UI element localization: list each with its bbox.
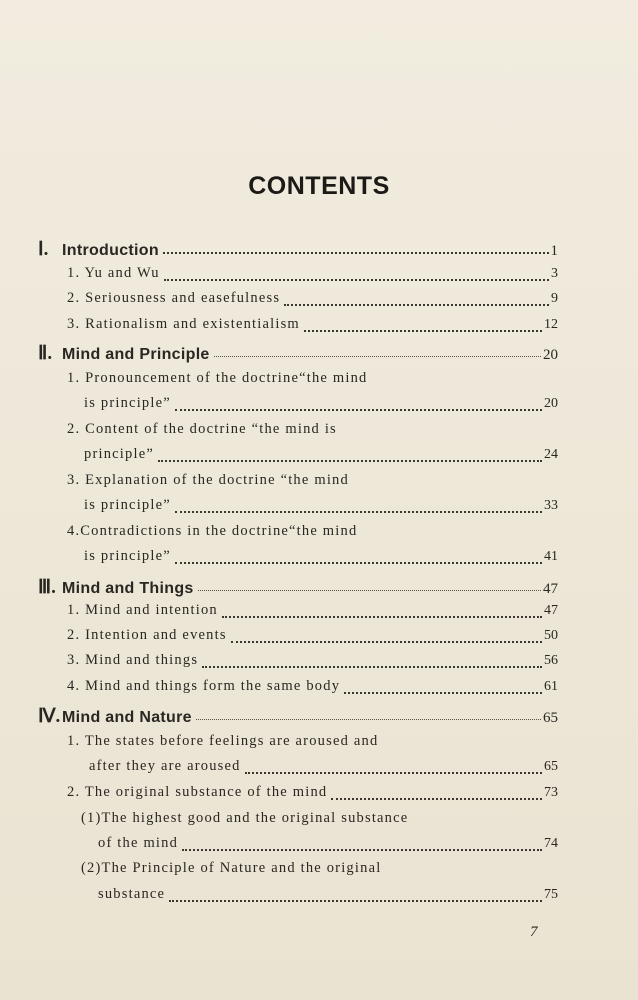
- toc-entry[interactable]: [0, 652, 638, 676]
- page-ref: 20: [544, 396, 558, 411]
- page-ref: 56: [544, 653, 558, 668]
- page-ref: 9: [551, 291, 558, 306]
- toc-entry[interactable]: [0, 602, 638, 626]
- entry-label: 1. Yu and Wu: [67, 265, 160, 281]
- page-ref: 33: [544, 498, 558, 513]
- dot-leader: [175, 561, 542, 564]
- toc-entry-line[interactable]: [0, 370, 638, 394]
- dot-leader: [198, 589, 541, 591]
- dot-leader: [163, 251, 549, 254]
- dot-leader: [202, 665, 542, 668]
- section-label: Mind and Principle: [62, 346, 210, 363]
- toc-entry[interactable]: [0, 395, 638, 419]
- entry-label: substance: [98, 886, 166, 902]
- page-ref: 47: [543, 581, 558, 597]
- toc-entry[interactable]: [0, 316, 638, 340]
- page-ref: 24: [544, 447, 558, 462]
- dot-leader: [284, 303, 549, 306]
- entry-label: is principle”: [84, 497, 171, 513]
- toc-entry-line[interactable]: [0, 421, 638, 445]
- page-ref: 3: [551, 266, 558, 281]
- page-ref: 47: [544, 603, 558, 618]
- page-ref: 65: [543, 710, 558, 726]
- entry-label: 2. Intention and events: [67, 627, 227, 643]
- page-ref: 1: [550, 243, 558, 259]
- toc-entry[interactable]: [0, 627, 638, 651]
- toc-entry[interactable]: [0, 784, 638, 808]
- toc-entry-line[interactable]: [0, 523, 638, 547]
- page-ref: 75: [544, 887, 558, 902]
- page-ref: 61: [544, 679, 558, 694]
- toc-entry[interactable]: [0, 497, 638, 521]
- section-label: Mind and Nature: [62, 709, 192, 726]
- page-ref: 73: [544, 785, 558, 800]
- dot-leader: [222, 615, 542, 618]
- toc-entry[interactable]: [0, 446, 638, 470]
- entry-label: is principle”: [84, 548, 171, 564]
- toc-entry[interactable]: [0, 835, 638, 859]
- section-numeral: Ⅰ.: [38, 239, 49, 260]
- dot-leader: [164, 278, 549, 281]
- toc-entry[interactable]: [0, 265, 638, 289]
- toc-section-mind-and-things[interactable]: [0, 576, 638, 600]
- page-ref: 50: [544, 628, 558, 643]
- dot-leader: [214, 355, 541, 357]
- toc-entry-line[interactable]: [0, 472, 638, 496]
- entry-label: 4. Mind and things form the same body: [67, 678, 341, 694]
- entry-label: 2. Seriousness and easefulness: [67, 290, 281, 306]
- entry-label: (1)The highest good and the original substance: [81, 810, 409, 826]
- page-ref: 20: [543, 347, 558, 363]
- section-numeral: Ⅱ.: [38, 343, 53, 364]
- dot-leader: [245, 771, 542, 774]
- entry-label: of the mind: [98, 835, 179, 851]
- dot-leader: [344, 691, 542, 694]
- dot-leader: [331, 797, 542, 800]
- entry-label: 3. Explanation of the doctrine “the mind: [67, 472, 349, 488]
- dot-leader: [231, 640, 542, 643]
- entry-label: is principle”: [84, 395, 171, 411]
- entry-label: 1. Pronouncement of the doctrine“the mind: [67, 370, 368, 386]
- section-numeral: Ⅳ.: [38, 706, 61, 727]
- toc-entry[interactable]: [0, 886, 638, 910]
- entry-label: 3. Mind and things: [67, 652, 199, 668]
- toc-section-mind-and-principle[interactable]: [0, 342, 638, 366]
- toc-entry-line[interactable]: [0, 860, 638, 884]
- toc-section-mind-and-nature[interactable]: [0, 705, 638, 729]
- dot-leader: [169, 899, 542, 902]
- entry-label: 2. Content of the doctrine “the mind is: [67, 421, 337, 437]
- section-numeral: Ⅲ.: [38, 577, 56, 598]
- toc-section-introduction[interactable]: [0, 238, 638, 262]
- dot-leader: [196, 718, 541, 720]
- entry-label: 3. Rationalism and existentialism: [67, 316, 300, 332]
- entry-label: after they are aroused: [89, 758, 241, 774]
- dot-leader: [175, 408, 542, 411]
- dot-leader: [182, 848, 542, 851]
- toc-entry[interactable]: [0, 678, 638, 702]
- toc-entry-line[interactable]: [0, 810, 638, 834]
- entry-label: 1. Mind and intention: [67, 602, 218, 618]
- entry-label: (2)The Principle of Nature and the original: [81, 860, 382, 876]
- toc-entry[interactable]: [0, 290, 638, 314]
- section-label: Mind and Things: [62, 580, 194, 597]
- page-ref: 12: [544, 317, 558, 332]
- toc-entry[interactable]: [0, 758, 638, 782]
- entry-label: 2. The original substance of the mind: [67, 784, 328, 800]
- entry-label: principle”: [84, 446, 154, 462]
- page-ref: 65: [544, 759, 558, 774]
- dot-leader: [175, 510, 542, 513]
- toc-entry[interactable]: [0, 548, 638, 572]
- page-ref: 74: [544, 836, 558, 851]
- page-title: CONTENTS: [248, 172, 390, 200]
- entry-label: 4.Contradictions in the doctrine“the mind: [67, 523, 358, 539]
- page-ref: 41: [544, 549, 558, 564]
- entry-label: 1. The states before feelings are aroused and: [67, 733, 379, 749]
- dot-leader: [304, 329, 542, 332]
- toc-entry-line[interactable]: [0, 733, 638, 757]
- dot-leader: [158, 459, 542, 462]
- section-label: Introduction: [62, 242, 159, 259]
- page-number: 7: [530, 924, 538, 940]
